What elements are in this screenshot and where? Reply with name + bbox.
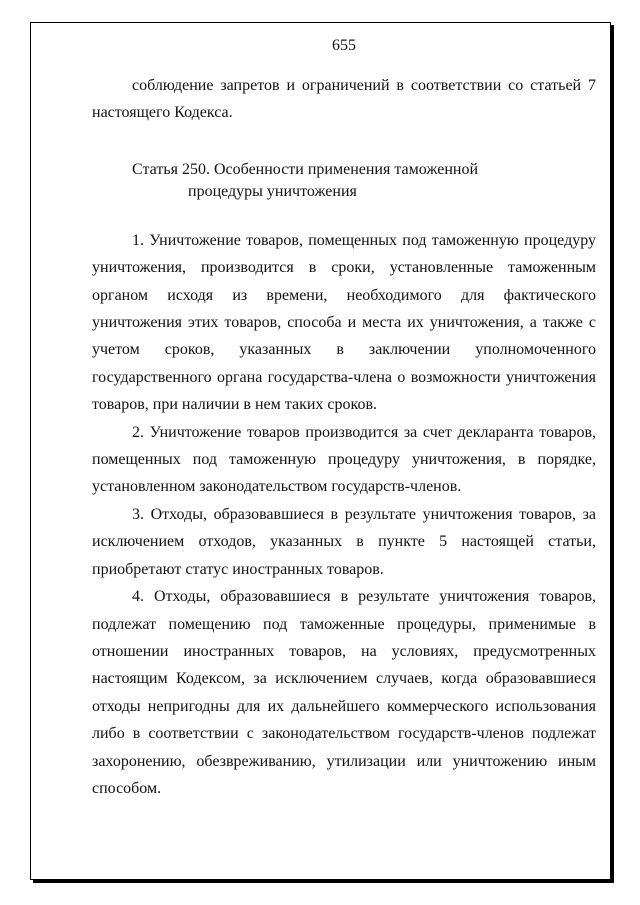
document-page <box>92 36 596 802</box>
article-title-line-1: Статья 250. Особенности применения таможенной <box>132 160 478 178</box>
paragraph-1: 1. Уничтожение товаров, помещенных под таможенную процедуру уничтожения, производится в сроки, установленные таможенным органом исходя из времени, необходимого для фактического уничтожения этих товаров, способа и места их уничтожения, а также с учетом сроков, указанных в заключении уполномоченного государственного органа государства-члена о возможности уничтожения товаров, при наличии в нем таких сроков. <box>92 231 596 414</box>
article-title <box>92 159 596 203</box>
paragraph-4: 4. Отходы, образовавшиеся в результате уничтожения товаров, подлежат помещению под таможенные процедуры, применимые в отношении иностранных товаров, на условиях, предусмотренных настоящим Кодексом, за исключением случаев, когда образовавшиеся отходы непригодны для их дальнейшего коммерческого использования либо в соответствии с законодательством государств-членов подлежат захоронению, обезвреживанию, утилизации или уничтожению иным способом. <box>92 588 596 797</box>
intro-paragraph: соблюдение запретов и ограничений в соответствии со статьей 7 настоящего Кодекса. <box>92 77 596 122</box>
paragraph-2: 2. Уничтожение товаров производится за счет декларанта товаров, помещенных под таможенную процедуру уничтожения, в порядке, установленном законодательством государств-членов. <box>92 423 596 496</box>
paragraph-3: 3. Отходы, образовавшиеся в результате уничтожения товаров, за исключением отходов, указанных в пункте 5 настоящей статьи, приобретают статус иностранных товаров. <box>92 505 596 578</box>
article-title-line-2: процедуры уничтожения <box>188 182 357 200</box>
page-number: 655 <box>332 37 356 54</box>
